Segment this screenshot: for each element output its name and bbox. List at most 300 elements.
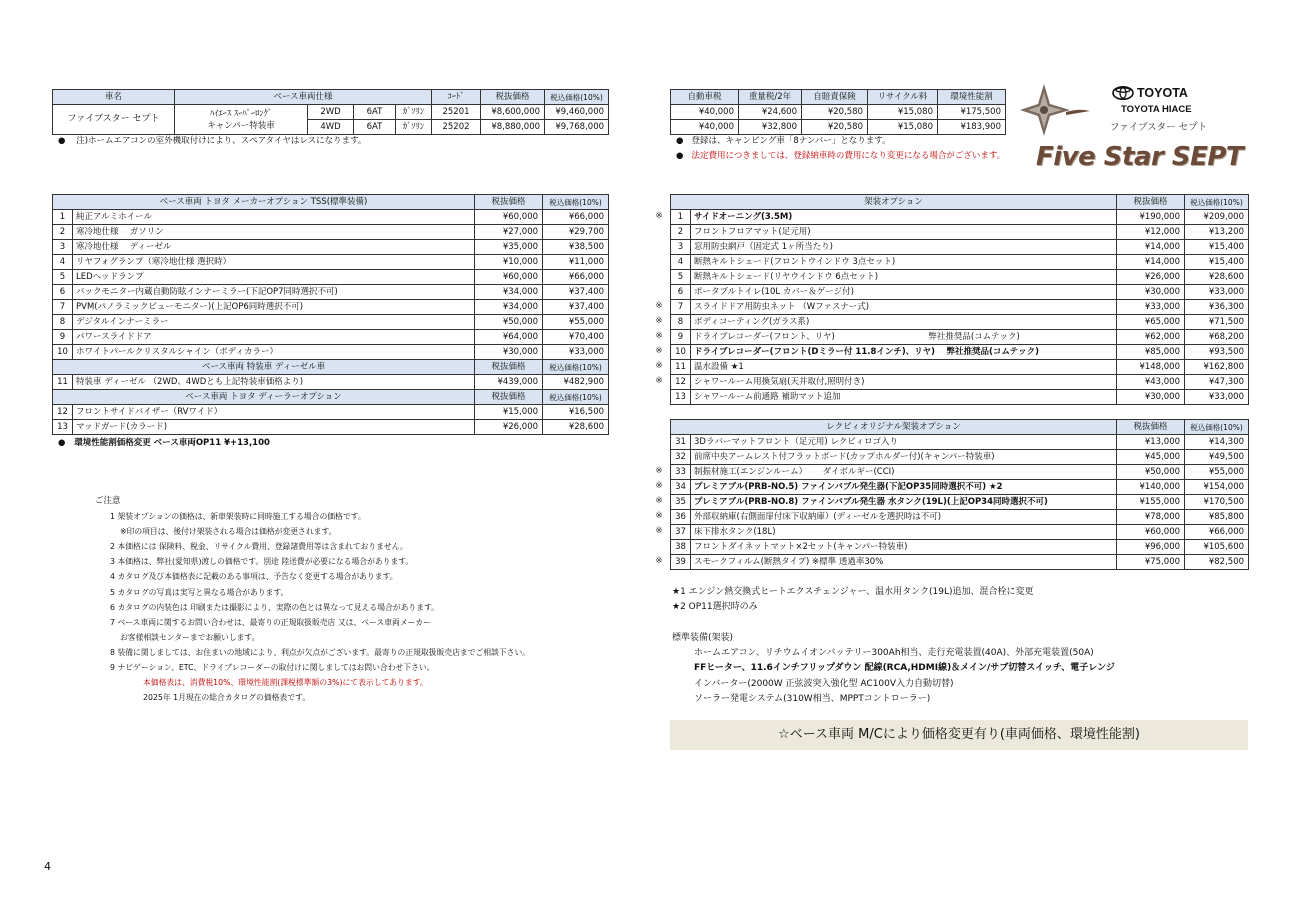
row-number: 4 — [671, 255, 691, 270]
price-ex-cell: ¥30,000 — [1117, 285, 1185, 300]
model-cell — [175, 105, 308, 135]
option-name: 寒冷地仕様 ガソリン — [73, 225, 475, 240]
tax-cell: ¥24,600 — [739, 105, 802, 120]
option-name: プレミアブル(PRB-NO.8) ファインバブル発生器 水タンク(19L)(上記OP34同時選択不可) — [691, 495, 1117, 510]
price-ex-cell: ¥78,000 — [1117, 510, 1185, 525]
price-in-cell: ¥15,400 — [1185, 255, 1249, 270]
price-ex-cell: ¥45,000 — [1117, 450, 1185, 465]
afterfit-mark: ※ — [655, 301, 663, 311]
price-ex-cell: ¥148,000 — [1117, 360, 1185, 375]
row-number: 35 — [671, 495, 691, 510]
afterfit-mark: ※ — [655, 556, 663, 566]
header-insurance: 自賠責保険 — [802, 90, 868, 105]
price-ex-cell: ¥140,000 — [1117, 480, 1185, 495]
header-price-ex: 税抜価格 — [475, 390, 543, 405]
caution-line: 4 カタログ及び本価格表に記載のある事項は、予告なく変更する場合があります。 — [110, 572, 398, 582]
price-in-cell: ¥55,000 — [1185, 465, 1249, 480]
caution-line: 7 ベース車両に関するお問い合わせは、最寄りの正規取扱販売店 又は、ベース車両メーカー — [110, 617, 431, 627]
option-name: パワースライドドア — [73, 330, 475, 345]
table-row — [53, 330, 609, 345]
price-ex-cell: ¥26,000 — [1117, 270, 1185, 285]
price-ex-cell: ¥60,000 — [1117, 525, 1185, 540]
row-number: 34 — [671, 480, 691, 495]
table-row — [671, 240, 1249, 255]
tax-cell: ¥15,080 — [868, 120, 938, 135]
option-name: 断熱キルトシェード(リヤウインドウ 6点セット) — [691, 270, 1117, 285]
header-price-in: 税込価格(10%) — [543, 390, 609, 405]
price-in-cell: ¥209,000 — [1185, 210, 1249, 225]
price-in-cell: ¥38,500 — [543, 240, 609, 255]
header-recycle: リサイクル料 — [868, 90, 938, 105]
option-name: ボディコーティング(ガラス系) — [691, 315, 1117, 330]
price-in-cell: ¥15,400 — [1185, 240, 1249, 255]
table-row — [53, 300, 609, 315]
code-cell: 25201 — [432, 105, 481, 120]
header-price-in: 税込価格(10%) — [543, 195, 609, 210]
option-name: ポータブルトイレ(10L カバー＆ゲージ付) — [691, 285, 1117, 300]
tax-cell: ¥20,580 — [802, 105, 868, 120]
model-line2: キャンパー特装車 — [207, 120, 275, 131]
price-in-cell: ¥9,768,000 — [545, 120, 609, 135]
code-cell: 25202 — [432, 120, 481, 135]
afterfit-mark: ※ — [655, 346, 663, 356]
legal-fee-note-text: 法定費用につきましては、登録納車時の費用になり変更になる場合がございます。 — [691, 151, 1006, 161]
price-ex-cell: ¥75,000 — [1117, 555, 1185, 570]
price-in-cell: ¥70,400 — [543, 330, 609, 345]
price-ex-cell: ¥8,600,000 — [481, 105, 545, 120]
price-ex-cell: ¥64,000 — [475, 330, 543, 345]
afterfit-mark — [652, 434, 666, 449]
row-number: 9 — [671, 330, 691, 345]
table-row — [671, 375, 1249, 390]
option-name: フロントフロアマット(足元用) — [691, 225, 1117, 240]
price-ex-cell: ¥34,000 — [475, 285, 543, 300]
tax-cell: ¥20,580 — [802, 120, 868, 135]
dealer-rows — [53, 405, 609, 435]
header-eco-tax: 環境性能割 — [938, 90, 1006, 105]
price-in-cell: ¥28,600 — [543, 420, 609, 435]
table-row — [671, 480, 1249, 495]
option-name: 温水設備 ★1 — [691, 360, 1117, 375]
row-number: 10 — [671, 345, 691, 360]
price-in-cell: ¥33,000 — [1185, 390, 1249, 405]
afterfit-mark — [652, 269, 666, 284]
original-rows — [671, 435, 1249, 570]
trans-cell: 6AT — [354, 105, 396, 120]
option-name: 窓用防虫網戸（固定式 1ヶ所当たり) — [691, 240, 1117, 255]
table-row — [53, 405, 609, 420]
std-line: ホームエアコン、リチウムイオンバッテリー300Ah相当、走行充電装置(40A)、外部充電装置(50A) — [694, 648, 1094, 659]
caution-line: 8 装備に関しましては、お住まいの地域により、利点が欠点がございます。最寄りの正規取扱販売店までご相談下さい。 — [110, 647, 531, 657]
table-row — [53, 240, 609, 255]
table-row — [53, 225, 609, 240]
caution-line: 2 本価格には 保険料、税金、リサイクル費用、登録諸費用等は含まれておりません。 — [110, 542, 408, 552]
header-price-ex: 税抜価格 — [481, 90, 545, 105]
header-price-in: 税込価格(10%) — [545, 90, 609, 105]
row-number: 5 — [53, 270, 73, 285]
table-row — [671, 450, 1249, 465]
price-in-cell: ¥71,500 — [1185, 315, 1249, 330]
table-row — [53, 420, 609, 435]
option-name: ドライブレコーダー(フロント、リヤ) 弊社推奨品(コムテック) — [691, 330, 1117, 345]
price-in-cell: ¥482,900 — [543, 375, 609, 390]
caution-line: 1 架装オプションの価格は、新車架装時に同時施工する場合の価格です。 — [110, 512, 366, 522]
std-line: ソーラー発電システム(310W相当、MPPTコントローラー) — [694, 693, 931, 704]
caution-line: 6 カタログの内装色は 印刷または撮影により、実際の色とは異なって見える場合があります。 — [110, 602, 439, 612]
price-in-cell: ¥14,300 — [1185, 435, 1249, 450]
table-row — [671, 330, 1249, 345]
base-spec-note — [58, 134, 366, 148]
header-price-in: 税込価格(10%) — [543, 360, 609, 375]
row-number: 6 — [671, 285, 691, 300]
table-row — [671, 255, 1249, 270]
table-row — [53, 285, 609, 300]
hiace-text: TOYOTA HIACE — [1121, 104, 1192, 115]
row-number: 10 — [53, 345, 73, 360]
car-name: ファイブスター セプト — [53, 105, 175, 135]
star1-note: ★1 エンジン熱交換式ヒートエクスチェンジャー、温水用タンク(19L)追加、混合栓に変更 — [672, 587, 1034, 597]
header-price-in: 税込価格(10%) — [1185, 420, 1249, 435]
tax-table — [670, 89, 1006, 135]
table-row — [671, 465, 1249, 480]
fuel-cell: ｶﾞｿﾘﾝ — [396, 120, 432, 135]
price-in-cell: ¥13,200 — [1185, 225, 1249, 240]
row-number: 39 — [671, 555, 691, 570]
table-row — [671, 345, 1249, 360]
price-ex-cell: ¥439,000 — [475, 375, 543, 390]
price-in-cell: ¥28,600 — [1185, 270, 1249, 285]
dealer-header: ベース車両 トヨタ ディーラーオプション — [53, 390, 475, 405]
price-in-cell: ¥68,200 — [1185, 330, 1249, 345]
price-ex-cell: ¥190,000 — [1117, 210, 1185, 225]
row-number: 13 — [671, 390, 691, 405]
row-number: 7 — [53, 300, 73, 315]
standard-equipment-title: 標準装備(架装) — [672, 633, 734, 643]
body-rows — [671, 210, 1249, 405]
fuel-cell: ｶﾞｿﾘﾝ — [396, 105, 432, 120]
caution-line: 9 ナビゲーション、ETC、ドライブレコーダーの取付けに関しましてはお問い合わせ下さい。 — [110, 663, 435, 673]
row-number: 3 — [53, 240, 73, 255]
original-options-table — [670, 419, 1249, 570]
price-in-cell: ¥49,500 — [1185, 450, 1249, 465]
afterfit-mark: ※ — [655, 481, 663, 491]
caution-tax-line: 本価格表は、消費税10%、環境性能割(課税標準額の3%)にて表示してあります。 — [143, 678, 428, 688]
price-in-cell: ¥55,000 — [543, 315, 609, 330]
header-code: ｺｰﾄﾞ — [432, 90, 481, 105]
caution-line: お客様相談センターまでお願いします。 — [120, 632, 260, 642]
price-in-cell: ¥36,300 — [1185, 300, 1249, 315]
price-ex-cell: ¥85,000 — [1117, 345, 1185, 360]
star-emblem-icon — [1018, 82, 1092, 138]
row-number: 2 — [53, 225, 73, 240]
header-base-spec: ベース車両仕様 — [175, 90, 432, 105]
tax-cell: ¥183,900 — [938, 120, 1006, 135]
table-row — [53, 270, 609, 285]
maker-options-header: ベース車両 トヨタ メーカーオプション TSS(標準装備) — [53, 195, 475, 210]
row-number: 13 — [53, 420, 73, 435]
table-row — [671, 540, 1249, 555]
price-ex-cell: ¥96,000 — [1117, 540, 1185, 555]
row-number: 2 — [671, 225, 691, 240]
row-number: 32 — [671, 450, 691, 465]
option-name: フロントサイドバイザー（RVワイド） — [73, 405, 475, 420]
price-ex-cell: ¥14,000 — [1117, 255, 1185, 270]
price-ex-cell: ¥33,000 — [1117, 300, 1185, 315]
price-ex-cell: ¥15,000 — [475, 405, 543, 420]
row-number: 37 — [671, 525, 691, 540]
body-marks — [652, 209, 666, 404]
price-in-cell: ¥154,000 — [1185, 480, 1249, 495]
brand-model-name: ファイブスター セプト — [1110, 122, 1208, 133]
footnotes — [672, 585, 1034, 615]
price-in-cell: ¥66,000 — [543, 210, 609, 225]
header-price-ex: 税抜価格 — [1117, 195, 1185, 210]
table-row — [671, 120, 1006, 135]
option-name: プレミアブル(PRB-NO.5) ファインバブル発生器(下記OP35同時選択不可) ★2 — [691, 480, 1117, 495]
price-ex-cell: ¥62,000 — [1117, 330, 1185, 345]
caution-date-line: 2025年 1月現在の総合カタログの価格表です。 — [143, 693, 310, 703]
price-ex-cell: ¥12,000 — [1117, 225, 1185, 240]
row-number: 5 — [671, 270, 691, 285]
price-ex-cell: ¥10,000 — [475, 255, 543, 270]
table-row — [53, 105, 609, 120]
table-row — [671, 300, 1249, 315]
afterfit-mark: ※ — [655, 316, 663, 326]
price-ex-cell: ¥8,880,000 — [481, 120, 545, 135]
page-number: 4 — [44, 860, 51, 873]
row-number: 11 — [671, 360, 691, 375]
option-name: 外部収納庫(右側面扉付床下収納庫）(ディーゼルを選択時は不可) — [691, 510, 1117, 525]
row-number: 38 — [671, 540, 691, 555]
price-in-cell: ¥37,400 — [543, 285, 609, 300]
price-in-cell: ¥11,000 — [543, 255, 609, 270]
option-name: 純正アルミホイール — [73, 210, 475, 225]
option-name: リヤフォグランプ（寒冷地仕様 選択時） — [73, 255, 475, 270]
option-name: フロントダイネットマット×2セット(キャンパー特装車) — [691, 540, 1117, 555]
price-ex-cell: ¥35,000 — [475, 240, 543, 255]
price-ex-cell: ¥155,000 — [1117, 495, 1185, 510]
option-name: 断熱キルトシェード(フロントウインドウ 3点セット) — [691, 255, 1117, 270]
maker-options-table — [52, 194, 609, 435]
price-ex-cell: ¥60,000 — [475, 210, 543, 225]
afterfit-mark: ※ — [655, 511, 663, 521]
table-row — [53, 315, 609, 330]
price-ex-cell: ¥50,000 — [1117, 465, 1185, 480]
option-name: バックモニター内蔵自動防眩インナーミラー(下記OP7同時選択不可) — [73, 285, 475, 300]
table-row — [671, 270, 1249, 285]
price-in-cell: ¥33,000 — [543, 345, 609, 360]
option-name: ホワイトパールクリスタルシャイン（ボディカラー） — [73, 345, 475, 360]
price-in-cell: ¥162,800 — [1185, 360, 1249, 375]
tax-cell: ¥15,080 — [868, 105, 938, 120]
price-in-cell: ¥85,800 — [1185, 510, 1249, 525]
price-in-cell: ¥29,700 — [543, 225, 609, 240]
price-in-cell: ¥9,460,000 — [545, 105, 609, 120]
option-name: シャワールーム前通路 補助マット追加 — [691, 390, 1117, 405]
original-options-header: レクビィオリジナル架装オプション — [671, 420, 1117, 435]
registration-note-text: 登録は、キャンピング車「8ナンバー」となります。 — [691, 136, 891, 146]
afterfit-mark: ※ — [655, 331, 663, 341]
header-price-in: 税込価格(10%) — [1185, 195, 1249, 210]
option-name: デジタルインナーミラー — [73, 315, 475, 330]
table-row — [671, 390, 1249, 405]
row-number: 12 — [53, 405, 73, 420]
row-number: 11 — [53, 375, 73, 390]
table-row — [671, 210, 1249, 225]
price-in-cell: ¥170,500 — [1185, 495, 1249, 510]
header-weight-tax: 重量税/2年 — [739, 90, 802, 105]
option-name: スライドドア用防虫ネット （Wファスナー式) — [691, 300, 1117, 315]
price-in-cell: ¥93,500 — [1185, 345, 1249, 360]
star2-note: ★2 OP11選択時のみ — [672, 602, 758, 613]
std-line: FFヒーター、11.6インチフリップダウン 配線(RCA,HDMI線)＆メイン/サブ切替スイッチ、電子レンジ — [694, 663, 1115, 674]
afterfit-mark: ※ — [655, 361, 663, 371]
special-header: ベース車両 特装車 ディーゼル車 — [53, 360, 475, 375]
original-marks — [652, 434, 666, 569]
table-row — [671, 315, 1249, 330]
afterfit-mark — [652, 389, 666, 404]
table-row — [671, 555, 1249, 570]
price-ex-cell: ¥13,000 — [1117, 435, 1185, 450]
price-change-banner: ☆ベース車両 M/Cにより価格変更有り(車両価格、環境性能割) — [670, 720, 1248, 750]
tax-cell: ¥40,000 — [671, 120, 739, 135]
table-row — [671, 495, 1249, 510]
caution-line: ※印の項目は、後付け架装される場合は価格が変更されます。 — [120, 527, 337, 537]
tax-cell: ¥32,800 — [739, 120, 802, 135]
legal-fee-note: ● 法定費用につきましては、登録納車時の費用になり変更になる場合がございます。 — [676, 151, 1006, 161]
row-number: 1 — [671, 210, 691, 225]
price-in-cell: ¥16,500 — [543, 405, 609, 420]
row-number: 6 — [53, 285, 73, 300]
price-ex-cell: ¥27,000 — [475, 225, 543, 240]
standard-equipment — [672, 631, 1115, 707]
price-ex-cell: ¥60,000 — [475, 270, 543, 285]
price-in-cell: ¥105,600 — [1185, 540, 1249, 555]
five-star-logo: Five Star SEPT — [1036, 142, 1244, 172]
row-number: 12 — [671, 375, 691, 390]
afterfit-mark: ※ — [655, 211, 663, 221]
row-number: 4 — [53, 255, 73, 270]
option-name: スモークフィルム(断熱タイプ) ※標準 透過率30% — [691, 555, 1117, 570]
bullet: ● — [58, 136, 66, 146]
afterfit-mark: ※ — [655, 496, 663, 506]
table-row — [53, 345, 609, 360]
table-row — [53, 375, 609, 390]
table-row — [671, 435, 1249, 450]
row-number: 1 — [53, 210, 73, 225]
price-in-cell: ¥33,000 — [1185, 285, 1249, 300]
row-number: 31 — [671, 435, 691, 450]
header-car-name: 車名 — [53, 90, 175, 105]
price-ex-cell: ¥43,000 — [1117, 375, 1185, 390]
afterfit-mark: ※ — [655, 526, 663, 536]
caution-section — [95, 494, 530, 705]
std-line: インバーター(2000W 正弦波突入強化型 AC100V入力自動切替) — [694, 678, 954, 689]
option-name: 3Dラバーマットフロント（足元用) レクビィロゴ入り — [691, 435, 1117, 450]
price-ex-cell: ¥26,000 — [475, 420, 543, 435]
row-number: 3 — [671, 240, 691, 255]
afterfit-mark — [652, 254, 666, 269]
option-name: サイドオーニング(3.5M) — [691, 210, 1117, 225]
price-in-cell: ¥82,500 — [1185, 555, 1249, 570]
afterfit-mark — [652, 284, 666, 299]
table-row — [671, 525, 1249, 540]
header-price-ex: 税抜価格 — [475, 195, 543, 210]
table-row — [671, 510, 1249, 525]
spare-tire-note: 注)ホームエアコンの室外機取付けにより、スペアタイヤはレスになります。 — [76, 136, 367, 146]
afterfit-mark: ※ — [655, 466, 663, 476]
table-row — [53, 255, 609, 270]
toyota-logo — [1112, 86, 1188, 100]
caution-line: 5 カタログの写真は実写と異なる場合があります。 — [110, 587, 289, 597]
price-in-cell: ¥66,000 — [1185, 525, 1249, 540]
model-line1: ﾊｲｴｰｽ ｽｰﾊﾟｰﾛﾝｸﾞ — [209, 108, 273, 119]
row-number: 36 — [671, 510, 691, 525]
base-spec-table — [52, 89, 609, 135]
price-ex-cell: ¥30,000 — [475, 345, 543, 360]
afterfit-mark — [652, 224, 666, 239]
option-name: 前席中央アームレスト付フラットボード(カップホルダー付)(キャンパー特装車) — [691, 450, 1117, 465]
trans-cell: 6AT — [354, 120, 396, 135]
option-name: シャワールーム用換気扇(天井取付,照明付き) — [691, 375, 1117, 390]
price-ex-cell: ¥30,000 — [1117, 390, 1185, 405]
price-in-cell: ¥66,000 — [543, 270, 609, 285]
price-ex-cell: ¥34,000 — [475, 300, 543, 315]
drive-cell: 4WD — [308, 120, 354, 135]
table-row — [671, 105, 1006, 120]
price-ex-cell: ¥50,000 — [475, 315, 543, 330]
afterfit-mark — [652, 539, 666, 554]
eco-tax-note: ● 環境性能割価格変更 ベース車両OP11 ¥+13,100 — [58, 438, 270, 448]
table-row — [53, 210, 609, 225]
row-number: 9 — [53, 330, 73, 345]
table-row — [671, 285, 1249, 300]
header-price-ex: 税抜価格 — [475, 360, 543, 375]
tax-cell: ¥175,500 — [938, 105, 1006, 120]
afterfit-mark — [652, 449, 666, 464]
option-name: ドライブレコーダー(フロント(Dミラー付 11.8インチ)、リヤ) 弊社推奨品(コムテック) — [691, 345, 1117, 360]
row-number: 8 — [53, 315, 73, 330]
row-number: 33 — [671, 465, 691, 480]
table-row — [671, 225, 1249, 240]
table-row — [671, 360, 1249, 375]
drive-cell: 2WD — [308, 105, 354, 120]
option-name: LEDヘッドランプ — [73, 270, 475, 285]
registration-note: ● 登録は、キャンピング車「8ナンバー」となります。 — [676, 136, 891, 146]
eco-tax-note-text: 環境性能割価格変更 ベース車両OP11 ¥+13,100 — [74, 438, 270, 448]
body-options-table — [670, 194, 1249, 405]
body-options-header: 架装オプション — [671, 195, 1117, 210]
maker-rows — [53, 210, 609, 360]
row-number: 7 — [671, 300, 691, 315]
option-name: 制振材施工(エンジンルーム） ダイボルギー(CCI) — [691, 465, 1117, 480]
header-auto-tax: 自動車税 — [671, 90, 739, 105]
caution-title: ご注意 — [95, 496, 121, 506]
option-name: PVM(パノラミックビューモニター)(上記OP6同時選択不可) — [73, 300, 475, 315]
option-name: 寒冷地仕様 ディーゼル — [73, 240, 475, 255]
afterfit-mark — [652, 239, 666, 254]
row-number: 8 — [671, 315, 691, 330]
caution-line: 3 本価格は、弊社(愛知県)渡しの価格です。別途 陸送費が必要になる場合があります。 — [110, 557, 414, 567]
price-in-cell: ¥47,300 — [1185, 375, 1249, 390]
option-name: 床下排水タンク(18L) — [691, 525, 1117, 540]
special-rows — [53, 375, 609, 390]
option-name: 特装車 ディーゼル （2WD、4WDとも上記特装車価格より) — [73, 375, 475, 390]
toyota-emblem-icon — [1112, 86, 1134, 100]
tax-cell: ¥40,000 — [671, 105, 739, 120]
option-name: マッドガード(カラード) — [73, 420, 475, 435]
price-ex-cell: ¥65,000 — [1117, 315, 1185, 330]
